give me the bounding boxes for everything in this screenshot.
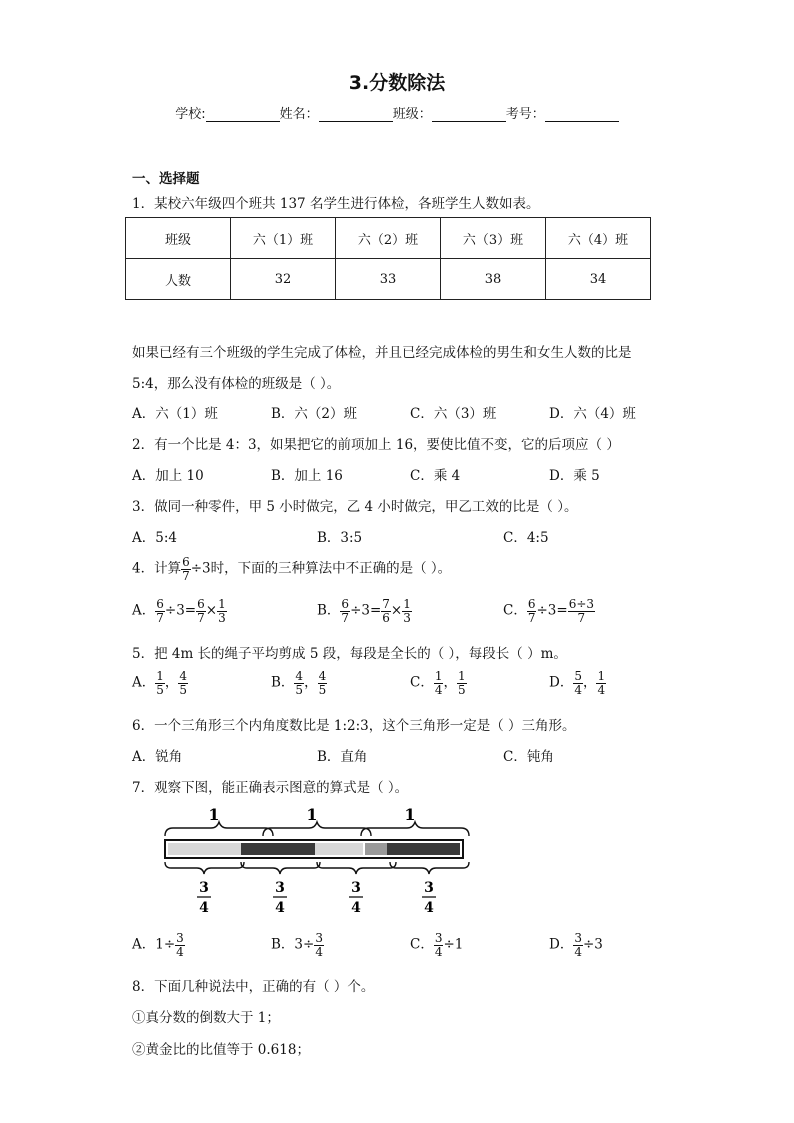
school-label: 学校:	[175, 107, 206, 122]
fraction: $\frac{1}{4}$	[434, 669, 443, 697]
q4-option-c[interactable]: C． $\frac{6}{7}$ ÷3= $\frac{6\div 3}{7}$	[503, 597, 595, 625]
exam-no-blank[interactable]	[545, 109, 619, 122]
bottom-label: 3	[351, 880, 361, 896]
q3-option-a[interactable]: A．5:4	[132, 530, 177, 546]
fraction: $\frac{6}{7}$	[197, 597, 205, 625]
fraction: $\frac{4}{5}$	[295, 669, 304, 697]
bottom-label: 4	[424, 900, 434, 916]
rope-segment	[315, 843, 363, 855]
q1-option-c[interactable]: C．六（3）班	[410, 406, 497, 422]
fraction: $\frac{3}{4}$	[315, 931, 323, 959]
table-cell: 33	[336, 259, 441, 300]
fraction: $\frac{6}{7}$	[341, 597, 350, 625]
table-cell: 六（1）班	[231, 218, 336, 259]
fraction: $\frac{1}{3}$	[218, 597, 226, 625]
q4-option-a[interactable]: A． $\frac{6}{7}$ ÷3= $\frac{6}{7}$ × $\frac{1}{3}$	[132, 597, 226, 625]
fraction: $\frac{3}{4}$	[574, 931, 582, 959]
fraction: $\frac{1}{5}$	[457, 669, 466, 697]
name-label: 姓名：	[279, 107, 319, 122]
table-cell: 34	[546, 259, 651, 300]
bottom-label: 4	[275, 900, 285, 916]
exam-no-label: 考号：	[505, 107, 545, 122]
top-label: 1	[208, 808, 220, 824]
bottom-label: 4	[351, 900, 361, 916]
q2-stem: 2．有一个比是 4：3，如果把它的前项加上 16，要使比值不变，它的后项应（ ）	[132, 437, 620, 453]
table-row	[126, 259, 651, 300]
class-label: 班级：	[392, 107, 432, 122]
q5-option-d[interactable]: D． $\frac{5}{4}$ ， $\frac{1}{4}$	[549, 669, 606, 697]
q2-option-b[interactable]: B．加上 16	[271, 468, 343, 484]
q4-option-b[interactable]: B． $\frac{6}{7}$ ÷3= $\frac{7}{6}$ × $\frac{1}{3}$	[317, 597, 411, 625]
q7-option-b[interactable]: B．3÷ $\frac{3}{4}$	[271, 931, 323, 959]
q5-stem: 5．把 4m 长的绳子平均剪成 5 段，每段是全长的（ ），每段长（ ）m。	[132, 646, 567, 662]
fraction: $\frac{6}{7}$	[156, 597, 164, 625]
class-blank[interactable]	[432, 109, 506, 122]
q4-stem-pre: 4．计算	[132, 560, 182, 577]
q7-stem: 7．观察下图，能正确表示图意的算式是（ ）。	[132, 780, 409, 796]
q6-option-c[interactable]: C．钝角	[503, 749, 554, 765]
q4-stem-post: ÷3时，下面的三种算法中不正确的是（ ）。	[190, 560, 452, 577]
bottom-label: 3	[275, 880, 285, 896]
q7-option-a[interactable]: A．1÷ $\frac{3}{4}$	[132, 931, 184, 959]
q6-option-a[interactable]: A．锐角	[132, 749, 183, 765]
fraction: $\frac{1}{3}$	[403, 597, 411, 625]
rope-segment	[168, 843, 241, 855]
table-cell: 38	[441, 259, 546, 300]
fraction: $\frac{6}{7}$	[182, 555, 190, 583]
q1-text-2: 5:4，那么没有体检的班级是（ ）。	[132, 376, 341, 392]
fraction: $\frac{1}{4}$	[597, 669, 606, 697]
q8-item-2: ②黄金比的比值等于 0.618；	[132, 1042, 310, 1058]
q4-stem	[132, 556, 451, 582]
bottom-label: 4	[199, 900, 209, 916]
top-label: 1	[404, 808, 416, 824]
q3-option-b[interactable]: B．3:5	[317, 530, 363, 546]
class-count-table	[125, 217, 651, 300]
q8-item-1: ①真分数的倒数大于 1；	[132, 1010, 280, 1026]
fraction: $\frac{3}{4}$	[434, 931, 443, 959]
q7-option-d[interactable]: D． $\frac{3}{4}$ ÷3	[549, 931, 603, 959]
q6-stem: 6．一个三角形三个内角度数比是 1:2:3，这个三角形一定是（ ）三角形。	[132, 718, 576, 734]
rope-segment	[365, 843, 387, 855]
q2-option-a[interactable]: A．加上 10	[132, 468, 204, 484]
table-cell: 六（3）班	[441, 218, 546, 259]
table-cell: 班级	[126, 218, 231, 259]
top-braces	[165, 822, 469, 836]
fraction: $\frac{6}{7}$	[527, 597, 536, 625]
table-row	[126, 218, 651, 259]
bottom-braces	[165, 862, 469, 874]
fraction: $\frac{7}{6}$	[382, 597, 390, 625]
rope-diagram	[160, 808, 470, 920]
rope-segment	[241, 843, 315, 855]
name-blank[interactable]	[319, 109, 393, 122]
top-label: 1	[306, 808, 318, 824]
bottom-label: 3	[199, 880, 209, 896]
q3-stem: 3．做同一种零件，甲 5 小时做完，乙 4 小时做完，甲乙工效的比是（ ）。	[132, 499, 578, 515]
q8-stem: 8．下面几种说法中，正确的有（ ）个。	[132, 979, 375, 995]
q5-option-b[interactable]: B． $\frac{4}{5}$ ， $\frac{4}{5}$	[271, 669, 327, 697]
fraction: $\frac{3}{4}$	[176, 931, 184, 959]
fraction: $\frac{4}{5}$	[318, 669, 327, 697]
q1-text-1: 如果已经有三个班级的学生完成了体检，并且已经完成体检的男生和女生人数的比是	[132, 345, 632, 361]
fraction: $\frac{4}{5}$	[179, 669, 188, 697]
table-cell: 人数	[126, 259, 231, 300]
q6-option-b[interactable]: B．直角	[317, 749, 368, 765]
q5-option-c[interactable]: C． $\frac{1}{4}$ ， $\frac{1}{5}$	[410, 669, 466, 697]
q2-option-c[interactable]: C．乘 4	[410, 468, 461, 484]
q1-option-b[interactable]: B．六（2）班	[271, 406, 358, 422]
table-cell: 六（4）班	[546, 218, 651, 259]
q7-option-c[interactable]: C． $\frac{3}{4}$ ÷1	[410, 931, 464, 959]
rope-segment	[387, 843, 460, 855]
fraction: $\frac{6\div 3}{7}$	[568, 597, 595, 625]
q1-option-a[interactable]: A．六（1）班	[132, 406, 218, 422]
q1-stem: 1．某校六年级四个班共 137 名学生进行体检，各班学生人数如表。	[132, 196, 540, 212]
bottom-label: 3	[424, 880, 434, 896]
school-blank[interactable]	[206, 109, 280, 122]
page-title: 3.分数除法	[348, 72, 446, 94]
q5-option-a[interactable]: A． $\frac{1}{5}$ ， $\frac{4}{5}$	[132, 669, 188, 697]
student-info-line	[0, 103, 794, 122]
q2-option-d[interactable]: D．乘 5	[549, 468, 600, 484]
table-cell: 32	[231, 259, 336, 300]
fraction: $\frac{1}{5}$	[156, 669, 164, 697]
section-heading: 一、选择题	[132, 171, 200, 187]
fraction: $\frac{5}{4}$	[574, 669, 582, 697]
q1-option-d[interactable]: D．六（4）班	[549, 406, 636, 422]
table-cell: 六（2）班	[336, 218, 441, 259]
q3-option-c[interactable]: C．4:5	[503, 530, 549, 546]
